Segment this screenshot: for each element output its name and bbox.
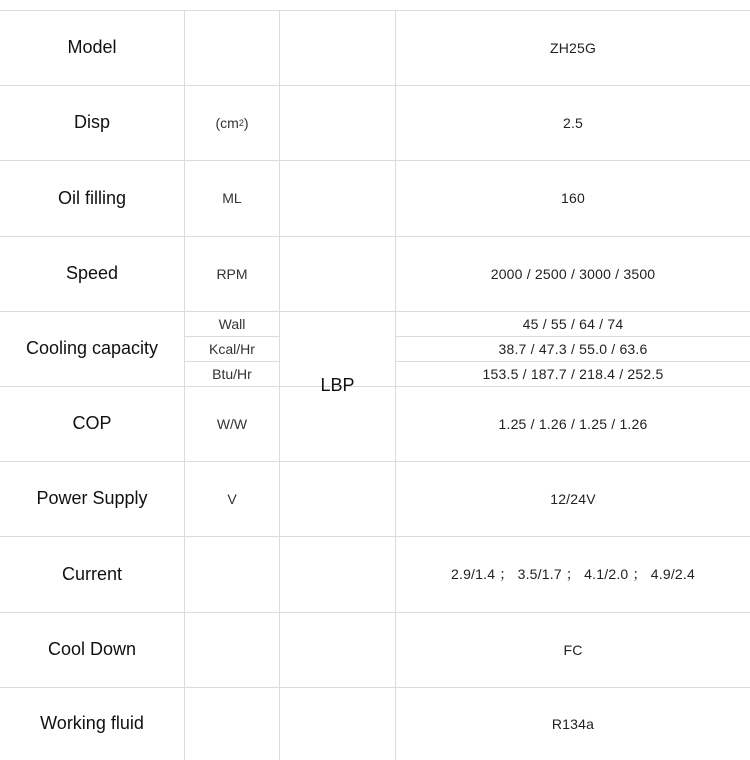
value-speed: 2000 / 2500 / 3000 / 3500 [490,265,656,282]
value-cop: 1.25 / 1.26 / 1.25 / 1.26 [498,415,648,432]
value-model: ZH25G [549,39,597,56]
unit-current [185,536,279,612]
unit-cop: W/W [216,415,248,432]
param-cop: COP [72,413,112,433]
unit-cool-down [185,612,279,687]
value-power-supply: 12/24V [550,490,596,507]
param-disp: Disp [73,112,110,132]
unit-disp-close: ) [243,114,249,131]
value-disp: 2.5 [562,114,584,131]
value-oil-filling: 160 [561,190,585,206]
unit-power-supply: V [227,490,237,507]
param-current: Current [61,563,123,584]
param-power-supply: Power Supply [36,488,148,508]
param-cool-down: Cool Down [47,639,137,659]
param-cooling-capacity: Cooling capacity [25,338,159,358]
unit-working-fluid [185,687,279,760]
param-oil-filling: Oil filling [57,187,127,208]
unit-disp: (cm 2 ) [215,114,249,131]
value-cooling-btu: 153.5 / 187.7 / 218.4 / 252.5 [482,365,664,382]
unit-cooling-kcal: Kcal/Hr [209,340,255,357]
unit-disp-base: (cm [215,114,239,131]
unit-cooling-btu: Btu/Hr [212,365,252,382]
param-working-fluid: Working fluid [40,713,144,733]
value-cool-down: FC [563,641,583,658]
unit-cooling-wall: Wall [218,315,246,332]
model-series-cell: LBP [320,374,355,395]
param-speed: Speed [65,263,119,283]
value-cooling-kcal: 38.7 / 47.3 / 55.0 / 63.6 [498,340,648,357]
unit-speed: RPM [216,265,248,282]
value-working-fluid: R134a [551,715,595,732]
unit-oil-filling: ML [222,190,242,206]
spec-table [0,10,750,760]
param-model: Model [67,37,117,57]
unit-model [185,10,279,85]
value-current: 2.9/1.4 ； 3.5/1.7 ； 4.1/2.0 ； 4.9/2.4 [451,566,695,582]
value-cooling-wall: 45 / 55 / 64 / 74 [522,315,624,332]
